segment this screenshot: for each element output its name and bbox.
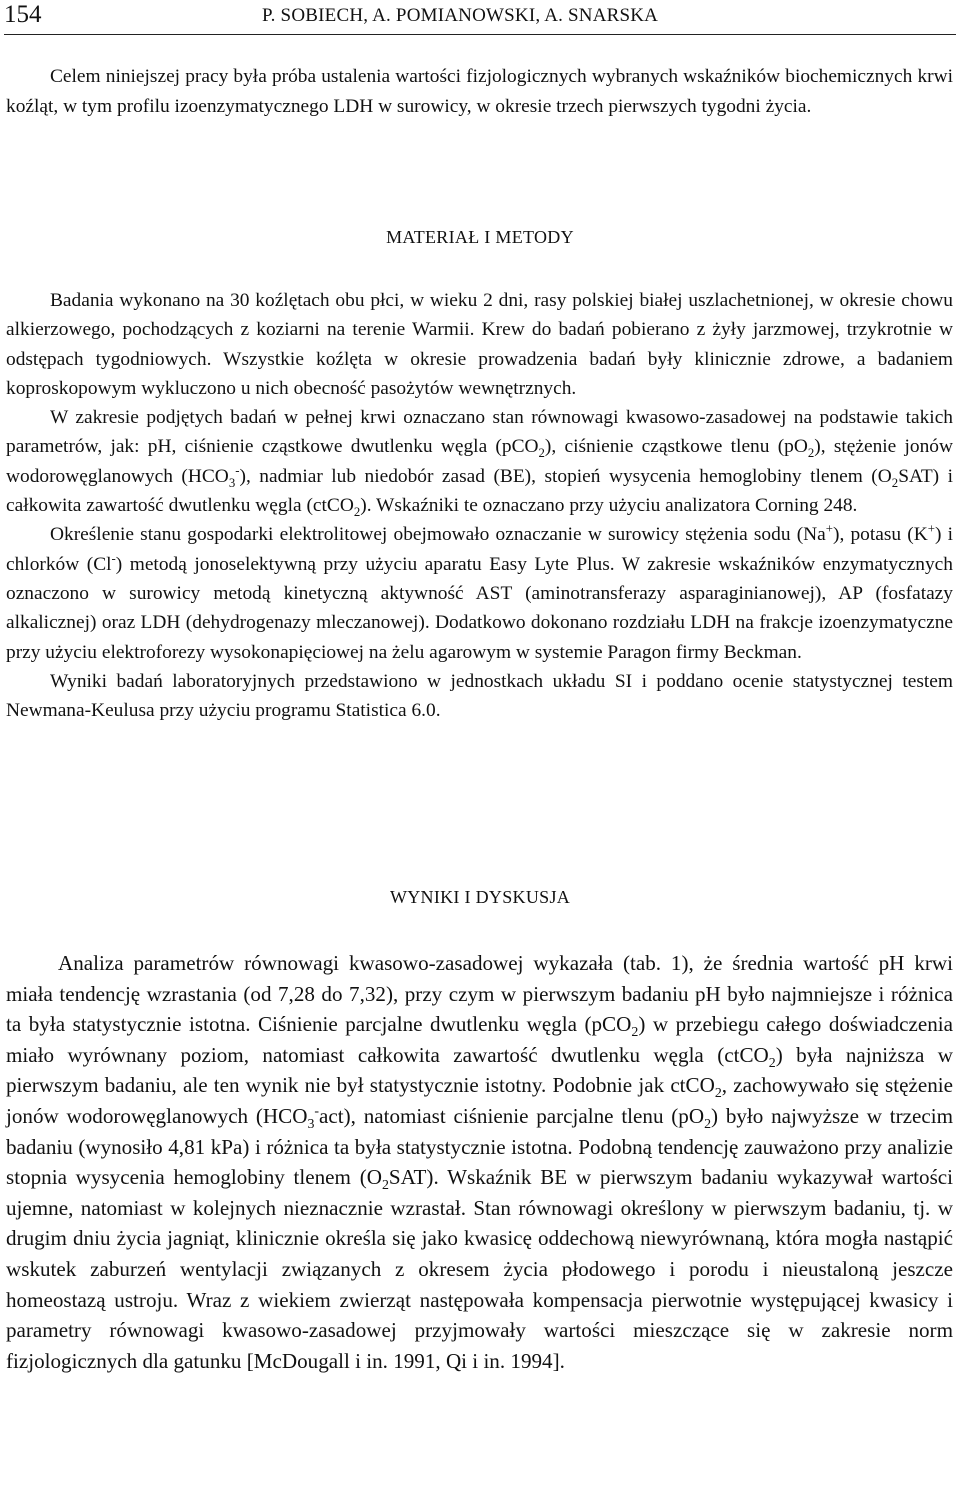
intro-paragraph: Celem niniejszej pracy była próba ustalenia wartości fizjologicznych wybranych wskaźników biochemicznych krwi koźląt, w tym profilu izoenzymatycznego LDH w surowicy, w okresie trzech pierwszych tygodni życia. — [6, 66, 953, 117]
results-heading: WYNIKI I DYSKUSJA — [389, 887, 571, 907]
methods-paragraph-3: Określenie stanu gospodarki elektrolitowej obejmowało oznaczanie w surowicy stężenia sodu (Na+), potasu (K+) i chlorków (Cl-) metodą jonoselektywną przy użyciu aparatu Easy Lyte Plus. W zakresie wskaźników enzymatycznych oznaczono w surowicy metodą kinetyczną aktywność AST (aminotransferazy asparaginianowej), AP (fosfatazy alkalicznej) oraz LDH (dehydrogenazy mleczanowej). Dodatkowo dokonano rozdziału LDH na frakcje izoenzymatyczne przy użyciu elektroforezy wysokonapięciowej na żelu agarowym w systemie Paragon firmy Beckman. — [6, 521, 953, 663]
methods-heading: MATERIAŁ I METODY — [386, 227, 574, 247]
running-head-authors: P. SOBIECH, A. POMIANOWSKI, A. SNARSKA — [262, 5, 659, 26]
methods-section — [6, 286, 953, 725]
methods-paragraph-2: W zakresie podjętych badań w pełnej krwi oznaczano stan równowagi kwasowo-zasadowej na podstawie takich parametrów, jak: pH, ciśnienie cząstkowe dwutlenku węgla (pCO$_2$), ciśnienie cząstkowe tlenu $(pO_2)$, stężenie jonów wodorowęglanowych $(HCO_3^-)$, nadmiar lub niedobór zasad (BE), stopień wysycenia hemoglobiny tlenem $(O_2SAT)$ i całkowita zawartość dwutlenku węgla (ctCO$_2$). Wskaźniki te oznaczano przy użyciu analizatora Corning 248. — [6, 407, 953, 519]
results-paragraph-1: Analiza parametrów równowagi kwasowo-zasadowej wykazała (tab. 1), że średnia wartość pH krwi miała tendencję wzrastania (od 7,28 do 7,32), przy czym w pierwszym badaniu pH było najmniejsze i różnica ta była statystycznie istotna. Ciśnienie parcjalne dwutlenku węgla (pCO$_2$) w przebiegu całego doświadczenia miało wyrównany poziom, natomiast całkowita zawartość dwutlenku węgla (ctCO$_2$) była najniższa w pierwszym badaniu, ale ten wynik nie był statystycznie istotny. Podobnie jak ctCO$_2$, zachowywało się stężenie jonów wodorowęglanowych $(HCO_3^-act)$, natomiast ciśnienie parcjalne tlenu $(pO_2)$ było najwyższe w trzecim badaniu (wynosiło 4,81 kPa) i różnica ta była statystycznie istotna. Podobną tendencję zauważono przy analizie stopnia wysycenia hemoglobiny tlenem $(O_2SAT)$. Wskaźnik BE w pierwszym badaniu wykazywał wartości ujemne, natomiast w kolejnych nieznacznie wzrastał. Stan równowagi określony w pierwszym badaniu, tj. w drugim dniu życia jagniąt, klinicznie określa się jako kwasicę oddechową niewyrównaną, która mogła nastąpić wskutek zaburzeń wentylacji związanych z okresem życia płodowego i porodu i nieustaloną jeszcze homeostazą ustroju. Wraz z wiekiem zwierząt następowała kompensacja pierwotnie występującej kwasicy i parametry równowagi kwasowo-zasadowej przyjmowały wartości mieszczące się w zakresie norm fizjologicznych dla gatunku [McDougall i in. 1991, Qi i in. 1994]. — [6, 951, 953, 1373]
methods-paragraph-1: Badania wykonano na 30 koźlętach obu płci, w wieku 2 dni, rasy polskiej białej uszlachetnionej, w okresie chowu alkierzowego, pochodzących z koziarni na terenie Warmii. Krew do badań pobierano z żyły jarzmowej, trzykrotnie w odstępach tygodniowych. Wszystkie koźlęta w okresie prowadzenia badań były klinicznie zdrowe, a badaniem koproskopowym wykluczono u nich obecność pasożytów wewnętrznych. — [6, 290, 953, 399]
page-number: 154 — [4, 1, 42, 28]
intro-section — [6, 62, 953, 122]
results-section — [6, 948, 953, 1376]
methods-paragraph-4: Wyniki badań laboratoryjnych przedstawiono w jednostkach układu SI i poddano ocenie statystycznej testem Newmana-Keulusa przy użyciu programu Statistica 6.0. — [6, 670, 953, 722]
running-header — [4, 0, 956, 35]
